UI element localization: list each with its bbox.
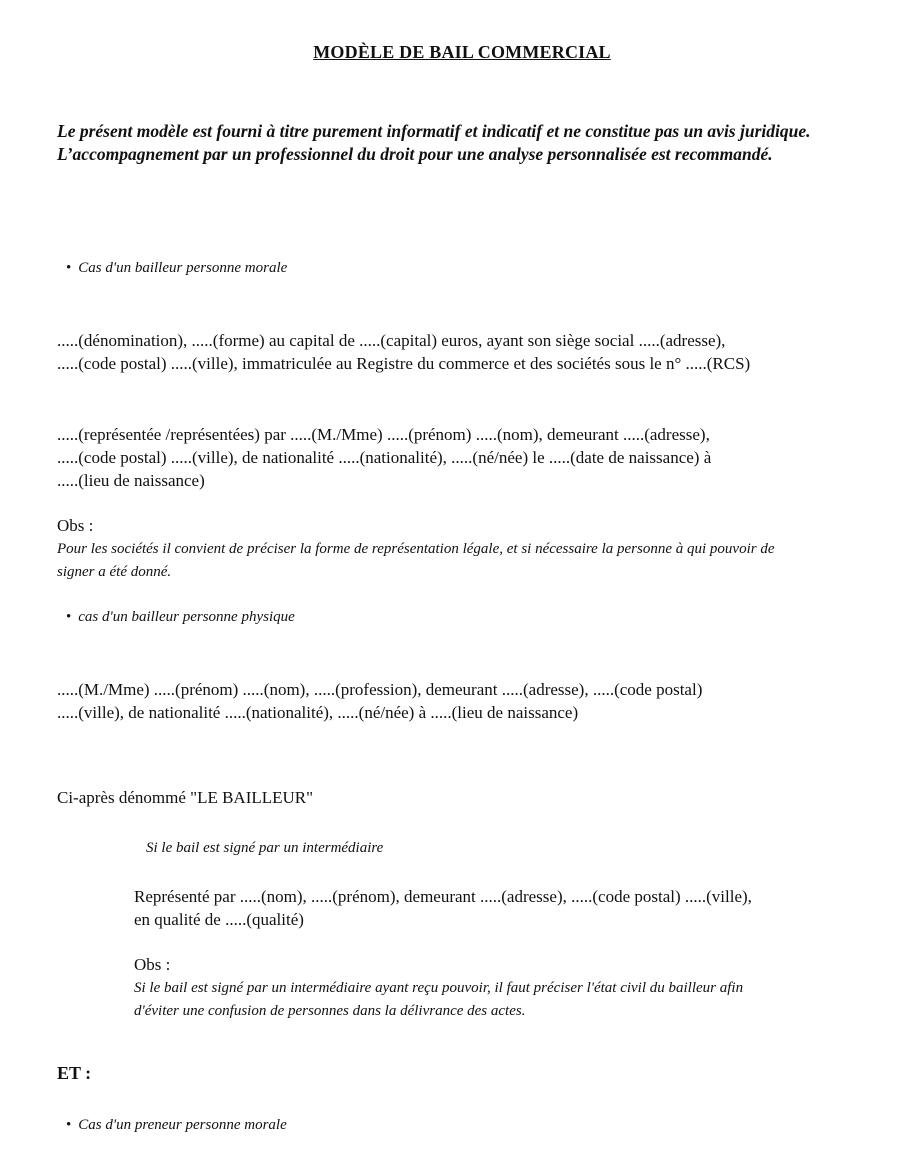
physique-line-1: .....(M./Mme) .....(prénom) .....(nom), .....(profession), demeurant .....(adresse), .....(code postal) [57,680,703,699]
et-separator: ET : [57,1063,92,1083]
bullet-bailleur-morale-label: Cas d'un bailleur personne morale [78,260,288,276]
denomination-bailleur: Ci-après dénommé "LE BAILLEUR" [57,788,314,807]
intermediaire-line-1: Représenté par .....(nom), .....(prénom), demeurant .....(adresse), .....(code postal) .....(ville), [134,887,752,906]
bullet-dot-icon: • [66,1117,72,1133]
obs-label-intermediaire: Obs : [134,955,171,974]
bailleur-morale-representation [57,423,711,492]
bailleur-morale-identity [57,329,750,375]
disclaimer [57,120,868,166]
document-title: MODÈLE DE BAIL COMMERCIAL [313,42,611,62]
representation-line-2: .....(code postal) .....(ville), de nationalité .....(nationalité), .....(né/née) le .....(date de naissance) à [57,448,712,467]
bullet-preneur-morale-label: Cas d'un preneur personne morale [78,1117,287,1133]
obs-note-intermediaire [134,977,743,1023]
identity-line-2: .....(code postal) .....(ville), immatriculée au Registre du commerce et des sociétés sous le n° .....(RCS) [57,354,751,373]
intermediaire-line-2: en qualité de .....(qualité) [134,910,304,929]
disclaimer-line-1: Le présent modèle est fourni à titre purement informatif et indicatif et ne constitue pas un avis juridique. [57,121,811,141]
bullet-dot-icon: • [66,609,72,625]
bullet-bailleur-morale [66,260,287,277]
obs-note-line-2: signer a été donné. [57,564,172,580]
disclaimer-line-2: L’accompagnement par un professionnel du droit pour une analyse personnalisée est recommandé. [57,144,773,164]
obs-label-societes: Obs : [57,516,94,535]
intermediaire-heading: Si le bail est signé par un intermédiaire [146,840,384,856]
representation-line-3: .....(lieu de naissance) [57,471,205,490]
intermediaire-obs-line-1: Si le bail est signé par un intermédiaire ayant reçu pouvoir, il faut préciser l'état civil du bailleur afin [134,980,744,996]
bullet-bailleur-physique [66,609,295,626]
intermediaire-representation [134,885,752,931]
obs-note-line-1: Pour les sociétés il convient de préciser la forme de représentation légale, et si nécessaire la personne à qui pouvoir de [57,541,775,557]
identity-line-1: .....(dénomination), .....(forme) au capital de .....(capital) euros, ayant son siège social .....(adresse), [57,331,726,350]
representation-line-1: .....(représentée /représentées) par .....(M./Mme) .....(prénom) .....(nom), demeurant .....(adresse), [57,425,710,444]
bullet-bailleur-physique-label: cas d'un bailleur personne physique [78,609,295,625]
bullet-preneur-morale [66,1117,287,1134]
bailleur-physique-identity [57,678,702,724]
intermediaire-obs-line-2: d'éviter une confusion de personnes dans la délivrance des actes. [134,1003,526,1019]
physique-line-2: .....(ville), de nationalité .....(nationalité), .....(né/née) à .....(lieu de naissance) [57,703,579,722]
bullet-dot-icon: • [66,260,72,276]
obs-note-societes [57,538,774,584]
